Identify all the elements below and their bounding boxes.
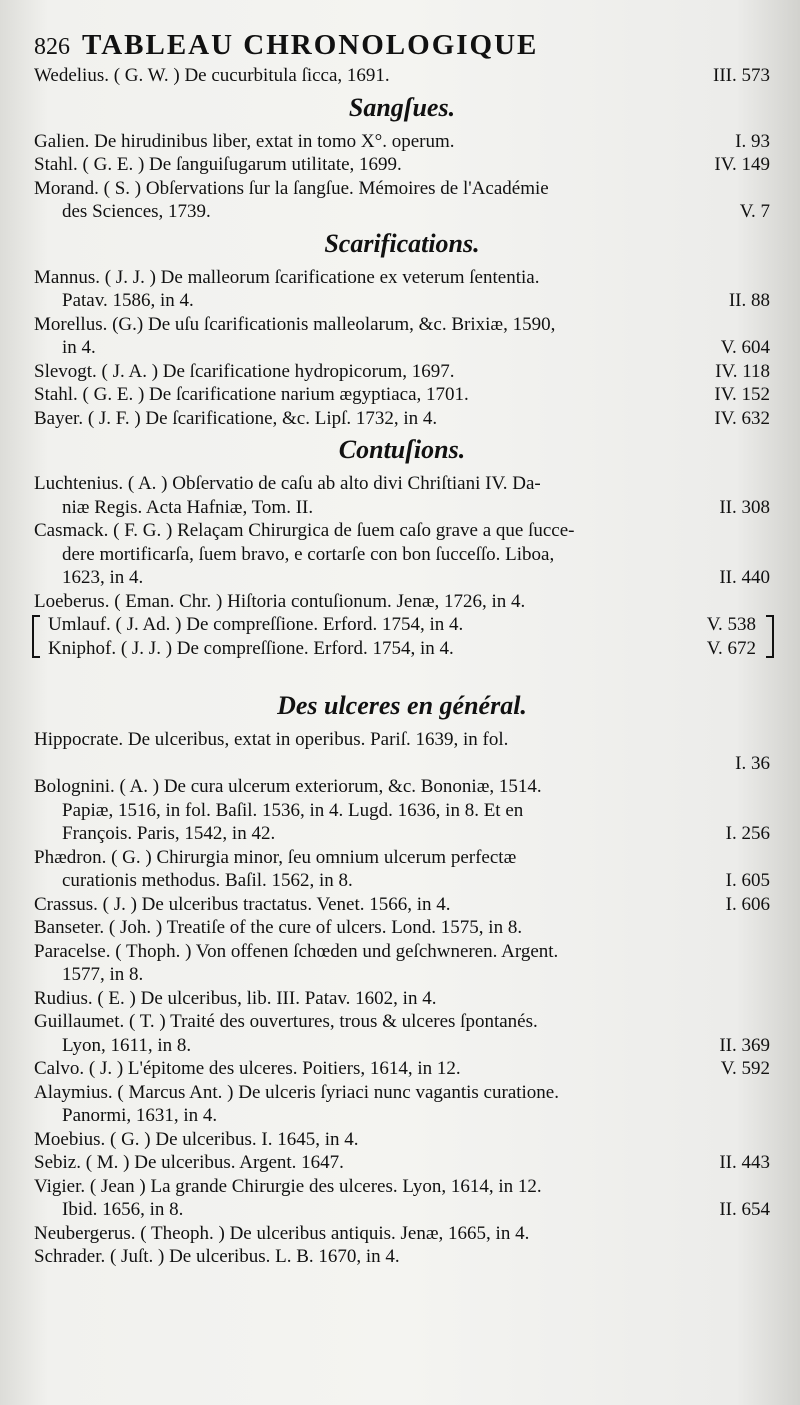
entry-reference: V. 672 — [706, 637, 756, 659]
entry-reference: II. 308 — [719, 496, 770, 518]
entry-reference: I. 256 — [725, 823, 770, 844]
entry-reference — [710, 519, 770, 543]
entry-reference — [710, 1104, 770, 1128]
entry-line — [34, 407, 770, 431]
entry-reference — [710, 963, 770, 987]
page-number: 826 — [34, 34, 70, 60]
entry-line — [34, 64, 770, 88]
bibliography-entry — [34, 893, 770, 917]
entry-text: Hippocrate. De ulceribus, extat in operibus. Pariſ. 1639, in fol. — [34, 729, 509, 750]
entry-line — [34, 1104, 770, 1128]
entry-text: Patav. 1586, in 4. — [62, 290, 194, 311]
entry-text: Moebius. ( G. ) De ulceribus. I. 1645, in 4. — [34, 1128, 359, 1150]
entry-text: Guillaumet. ( T. ) Traité des ouvertures, trous & ulceres ſpontanés. — [34, 1011, 538, 1032]
entry-line — [48, 613, 756, 637]
entry-line — [34, 590, 770, 614]
entry-line — [34, 1222, 770, 1246]
entry-text: Vigier. ( Jean ) La grande Chirurgie des ulceres. Lyon, 1614, in 12. — [34, 1175, 542, 1197]
bibliography-entry — [34, 1010, 770, 1057]
entry-text: Luchtenius. ( A. ) Obſervatio de caſu ab alto divi Chriſtiani IV. Da- — [34, 473, 541, 494]
entry-reference: II. 440 — [719, 567, 770, 588]
entry-text: Bolognini. ( A. ) De cura ulcerum exteriorum, &c. Bononiæ, 1514. — [34, 776, 542, 797]
bibliography-entry — [34, 407, 770, 431]
entry-reference: V. 538 — [706, 614, 756, 635]
entry-line — [34, 1151, 770, 1175]
entry-reference: IV. 632 — [714, 407, 770, 429]
bibliography-entry — [34, 728, 770, 775]
entry-reference: I. 606 — [725, 893, 770, 915]
entry-text: Loeberus. ( Eman. Chr. ) Hiſtoria contuſionum. Jenæ, 1726, in 4. — [34, 590, 526, 612]
section-heading: Des ulceres en général. — [277, 691, 527, 720]
entry-text: Sebiz. ( M. ) De ulceribus. Argent. 1647. — [34, 1152, 344, 1173]
bibliography-entry — [34, 940, 770, 987]
entry-reference — [710, 543, 770, 567]
entry-reference — [710, 1081, 770, 1105]
entry-text: Bayer. ( J. F. ) De ſcarificatione, &c. Lipſ. 1732, in 4. — [34, 407, 438, 429]
entry-text: 1577, in 8. — [62, 964, 144, 985]
bibliography-entry — [34, 360, 770, 384]
entry-text: Rudius. ( E. ) De ulceribus, lib. III. Patav. 1602, in 4. — [34, 987, 437, 1009]
entry-line — [34, 775, 770, 799]
entry-line — [34, 728, 770, 752]
entry-reference — [710, 1222, 770, 1246]
entry-line — [34, 1034, 770, 1058]
entry-text: Wedelius. ( G. W. ) De cucurbitula ſicca, 1691. — [34, 65, 390, 86]
bibliography-list — [34, 64, 770, 1269]
bibliography-entry — [34, 1128, 770, 1152]
section-heading: Sangſues. — [348, 92, 456, 122]
entry-line — [34, 472, 770, 496]
entry-text: Papiæ, 1516, in fol. Baſil. 1536, in 4. Lugd. 1636, in 8. Et en — [62, 799, 524, 821]
entry-text: Neubergerus. ( Theoph. ) De ulceribus antiquis. Jenæ, 1665, in 4. — [34, 1222, 530, 1244]
entry-reference — [710, 916, 770, 940]
entry-reference: V. 7 — [739, 201, 770, 222]
entry-reference: V. 604 — [720, 337, 770, 358]
bibliography-entry — [34, 383, 770, 407]
bibliography-entry — [34, 916, 770, 940]
entry-reference — [710, 987, 770, 1011]
bibliography-entry — [34, 1245, 770, 1269]
bibliography-entry — [34, 1057, 770, 1081]
entry-reference — [710, 177, 770, 201]
entry-line — [34, 496, 770, 520]
entry-text: in 4. — [62, 337, 96, 358]
entry-line — [34, 987, 770, 1011]
entry-text: Panormi, 1631, in 4. — [62, 1105, 218, 1126]
entry-reference — [710, 1175, 770, 1199]
entry-line — [34, 130, 770, 154]
entry-text: Morellus. (G.) De uſu ſcarificationis malleolarum, &c. Brixiæ, 1590, — [34, 313, 556, 335]
entry-reference: II. 443 — [719, 1152, 770, 1173]
entry-reference: II. 369 — [719, 1034, 770, 1056]
entry-text: Alaymius. ( Marcus Ant. ) De ulceris ſyriaci nunc vagantis curatione. — [34, 1081, 559, 1103]
entry-text: niæ Regis. Acta Hafniæ, Tom. II. — [62, 496, 314, 518]
entry-text: Slevogt. ( J. A. ) De ſcarificatione hydropicorum, 1697. — [34, 360, 455, 382]
entry-reference: III. 573 — [713, 65, 770, 86]
entry-reference — [710, 1245, 770, 1269]
bibliography-entry — [34, 130, 770, 154]
entry-text: Banseter. ( Joh. ) Treatiſe of the cure of ulcers. Lond. 1575, in 8. — [34, 917, 523, 938]
entry-line — [34, 313, 770, 337]
bibliography-entry — [34, 1151, 770, 1175]
bibliography-entry — [34, 64, 770, 88]
entry-text: 1623, in 4. — [62, 567, 144, 588]
entry-text: Galien. De hirudinibus liber, extat in tomo X°. operum. — [34, 130, 455, 152]
bibliography-entry — [34, 313, 770, 360]
entry-line — [34, 1010, 770, 1034]
entry-line — [34, 822, 770, 846]
entry-line — [34, 1057, 770, 1081]
entry-text: dere mortificarſa, ſuem bravo, e cortarſe con bon ſucceſſo. Liboa, — [62, 543, 555, 565]
entry-line — [34, 1081, 770, 1105]
entry-line — [34, 289, 770, 313]
entry-reference — [710, 940, 770, 964]
entry-reference — [710, 590, 770, 614]
entry-line — [34, 519, 770, 543]
entry-text: Crassus. ( J. ) De ulceribus tractatus. Venet. 1566, in 4. — [34, 893, 451, 915]
entry-reference: V. 592 — [720, 1058, 770, 1079]
entry-text: des Sciences, 1739. — [62, 201, 211, 222]
entry-text: Umlauf. ( J. Ad. ) De compreſſione. Erford. 1754, in 4. — [48, 614, 464, 635]
entry-reference: IV. 118 — [715, 360, 770, 382]
entry-line — [34, 869, 770, 893]
entry-line — [34, 1128, 770, 1152]
entry-text: Stahl. ( G. E. ) De ſcarificatione narium ægyptiaca, 1701. — [34, 384, 469, 405]
entry-line — [48, 637, 756, 661]
entry-line — [34, 916, 770, 940]
section-spacer — [34, 660, 770, 686]
entry-line — [34, 940, 770, 964]
entry-reference: II. 654 — [719, 1199, 770, 1220]
entry-text: Mannus. ( J. J. ) De malleorum ſcarificatione ex veterum ſententia. — [34, 266, 540, 288]
entry-line — [34, 200, 770, 224]
entry-line — [34, 1175, 770, 1199]
page-header — [34, 28, 770, 64]
entry-line — [34, 963, 770, 987]
entry-reference: IV. 149 — [714, 154, 770, 175]
entry-line — [34, 1245, 770, 1269]
entry-reference: IV. 152 — [714, 384, 770, 405]
entry-reference — [710, 728, 770, 752]
entry-line — [34, 177, 770, 201]
entry-text: Stahl. ( G. E. ) De ſanguiſugarum utilitate, 1699. — [34, 154, 402, 175]
entry-line — [34, 383, 770, 407]
bibliography-entry — [34, 987, 770, 1011]
entry-text: François. Paris, 1542, in 42. — [62, 823, 276, 844]
bibliography-entry — [34, 266, 770, 313]
entry-text: Morand. ( S. ) Obſervations ſur la ſangſue. Mémoires de l'Académie — [34, 177, 549, 199]
bibliography-entry — [34, 1222, 770, 1246]
entry-reference — [710, 775, 770, 799]
entry-reference — [710, 1010, 770, 1034]
bibliography-entry — [34, 519, 770, 590]
entry-text: Lyon, 1611, in 8. — [62, 1034, 192, 1056]
entry-text: Paracelse. ( Thoph. ) Von offenen ſchœden und geſchwneren. Argent. — [34, 940, 559, 962]
entry-line — [34, 566, 770, 590]
entry-line — [34, 799, 770, 823]
bibliography-entry — [34, 177, 770, 224]
section-heading: Contuſions. — [338, 435, 466, 464]
entry-reference — [710, 313, 770, 337]
entry-line — [34, 336, 770, 360]
entry-reference: I. 93 — [735, 130, 770, 152]
entry-reference — [710, 266, 770, 290]
entry-text: Casmack. ( F. G. ) Relaçam Chirurgica de ſuem caſo grave a que ſucce- — [34, 520, 575, 541]
entry-text: Ibid. 1656, in 8. — [62, 1199, 184, 1220]
bibliography-entry — [34, 1175, 770, 1222]
entry-reference — [710, 472, 770, 496]
entry-reference: I. 605 — [725, 870, 770, 891]
entry-line — [34, 266, 770, 290]
page-title: TABLEAU CHRONOLOGIQUE — [82, 29, 539, 61]
entry-line — [34, 846, 770, 870]
entry-line — [34, 543, 770, 567]
entry-text: Kniphof. ( J. J. ) De compreſſione. Erford. 1754, in 4. — [48, 637, 454, 659]
entry-reference — [710, 846, 770, 870]
entry-line — [34, 153, 770, 177]
entry-line — [34, 360, 770, 384]
entry-text: Schrader. ( Juſt. ) De ulceribus. L. B. 1670, in 4. — [34, 1246, 400, 1267]
bracketed-entries — [34, 613, 770, 660]
entry-text: curationis methodus. Baſil. 1562, in 8. — [62, 870, 353, 891]
entry-line — [34, 1198, 770, 1222]
entry-text: Calvo. ( J. ) L'épitome des ulceres. Poitiers, 1614, in 12. — [34, 1058, 461, 1079]
bibliography-entry — [34, 775, 770, 846]
bibliography-entry — [34, 846, 770, 893]
entry-reference — [710, 799, 770, 823]
entry-reference: II. 88 — [728, 290, 770, 311]
entry-line — [34, 752, 770, 776]
entry-reference: I. 36 — [735, 752, 770, 774]
bibliography-entry — [34, 472, 770, 519]
entry-text: Phædron. ( G. ) Chirurgia minor, ſeu omnium ulcerum perfectæ — [34, 846, 517, 868]
section-heading: Scarifications. — [324, 228, 480, 258]
bibliography-entry — [34, 153, 770, 177]
bibliography-entry — [34, 590, 770, 614]
entry-reference — [710, 1128, 770, 1152]
entry-line — [34, 893, 770, 917]
bibliography-entry — [34, 1081, 770, 1128]
